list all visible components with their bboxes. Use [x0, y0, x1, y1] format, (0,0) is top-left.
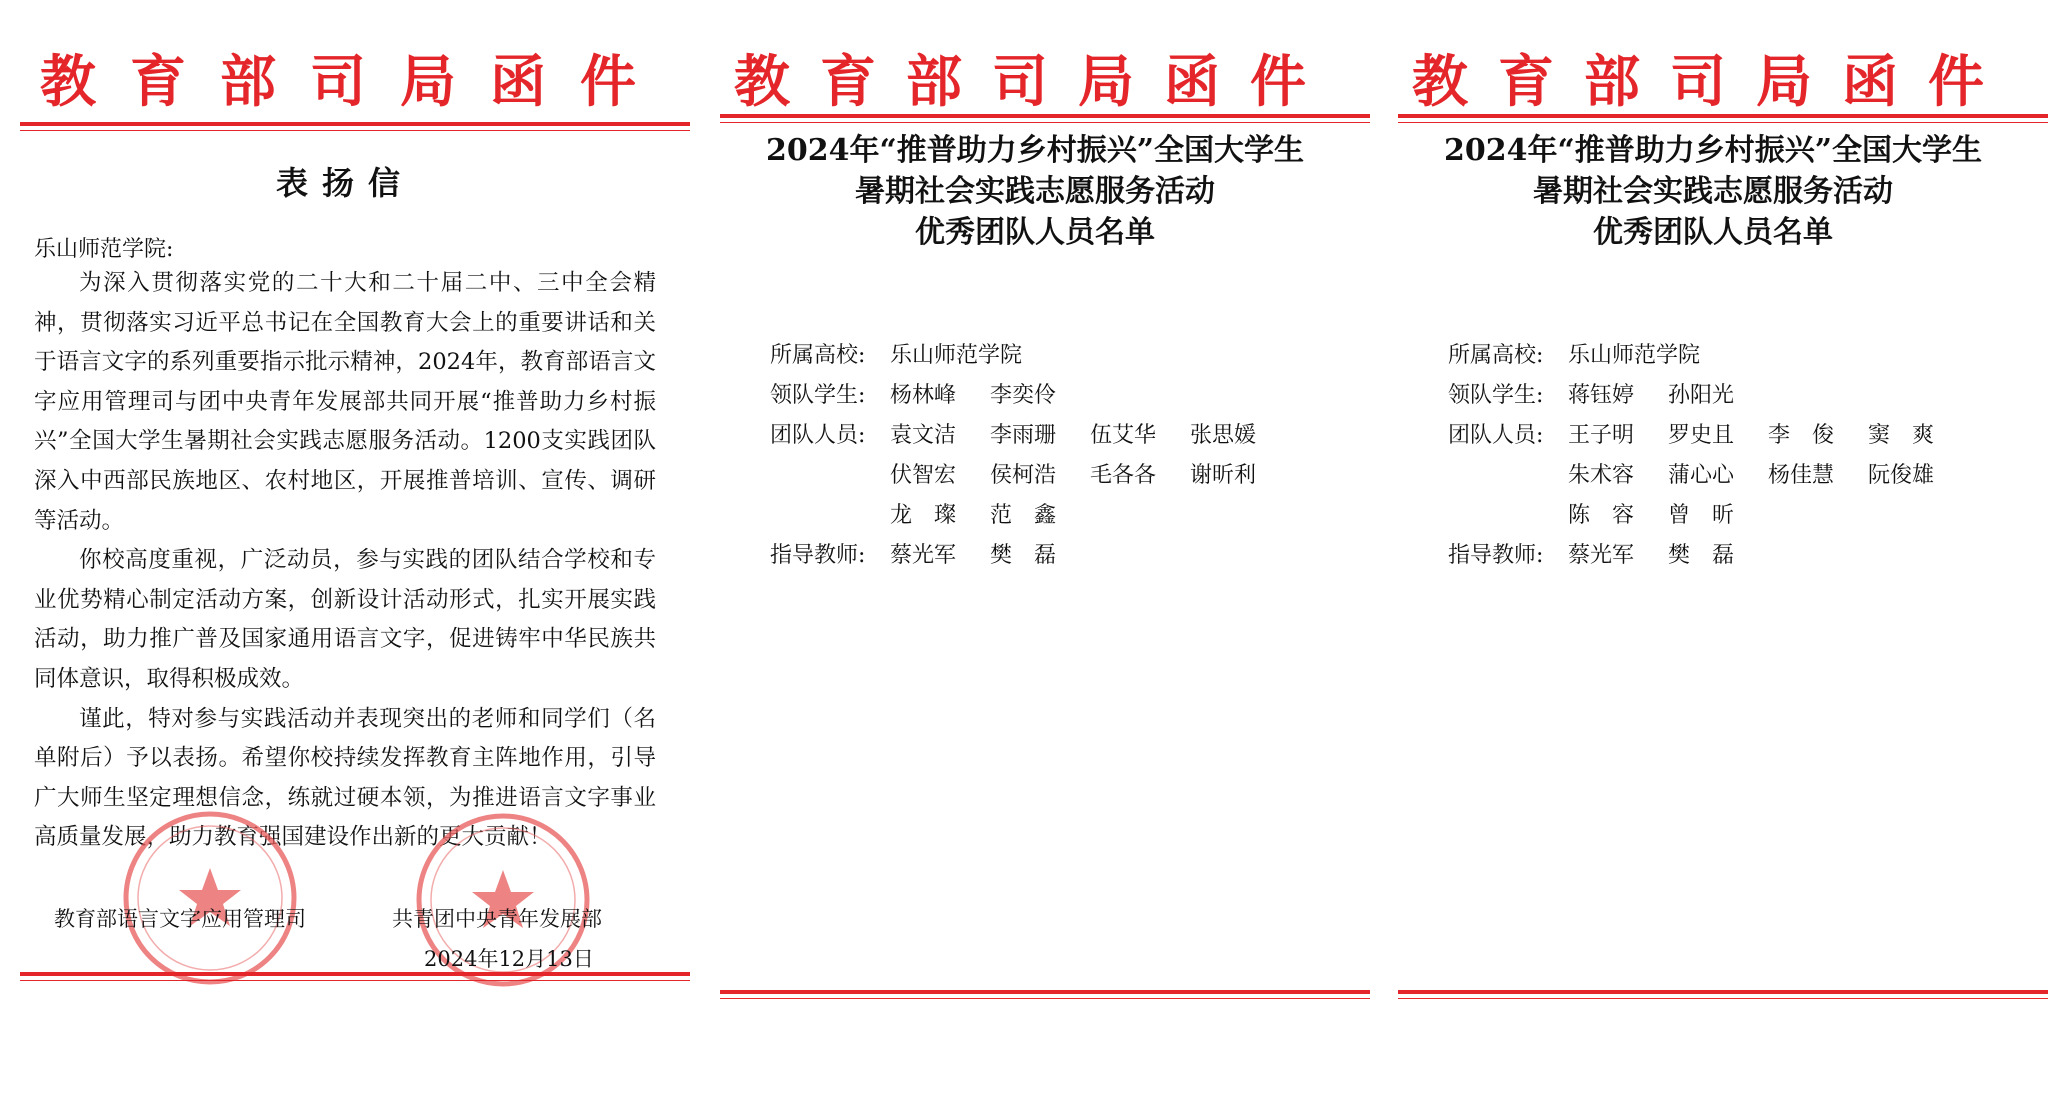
letter-date: 2024年12月13日 — [424, 947, 594, 971]
team-info — [770, 336, 1310, 576]
school-value: 乐山师范学院 — [1568, 343, 1701, 368]
teachers-row — [770, 536, 1310, 576]
members-label: 团队人员: — [1448, 423, 1544, 448]
leaders-row — [1448, 376, 1988, 416]
footer-rule-thin — [1398, 998, 2048, 999]
signer-1: 教育部语言文字应用管理司 — [54, 907, 306, 931]
letter-paragraph-1: 为深入贯彻落实党的二十大和二十届二中、三中全会精神，贯彻落实习近平总书记在全国教育大会上的重要讲话和关于语言文字的系列重要指示批示精神，2024年，教育部语言文字应用管理司与团中央青年发展部共同开展“推普助力乡村振兴”全国大学生暑期社会实践志愿服务活动。1200支实践团队深入中西部民族地区、农村地区，开展推普培训、宣传、调研等活动。 — [34, 270, 656, 534]
footer-rule-thin — [720, 998, 1370, 999]
letterhead-title: 教育部司局函件 — [1412, 50, 2014, 115]
member-name: 王子明 — [1568, 423, 1635, 448]
teacher-name: 樊 磊 — [1668, 543, 1735, 568]
team-list-page-1 — [700, 0, 1370, 1098]
member-name: 李 俊 — [1768, 423, 1835, 448]
letterhead-rule — [20, 122, 690, 126]
member-name: 龙 璨 — [890, 503, 957, 528]
list-title — [1378, 130, 2048, 253]
teachers-row — [1448, 536, 1988, 576]
member-name: 杨佳慧 — [1768, 463, 1835, 488]
teacher-name: 蔡光军 — [1568, 543, 1635, 568]
school-row — [1448, 336, 1988, 376]
school-value: 乐山师范学院 — [890, 343, 1023, 368]
members-row — [770, 416, 1310, 536]
leader-name: 孙阳光 — [1668, 383, 1735, 408]
teachers-label: 指导教师: — [1448, 543, 1544, 568]
letter-title: 表扬信 — [275, 164, 414, 202]
letterhead-rule-thin — [20, 130, 690, 131]
member-name: 谢昕利 — [1190, 463, 1257, 488]
list-title-line-3: 优秀团队人员名单 — [915, 215, 1155, 250]
member-name: 蒲心心 — [1668, 463, 1735, 488]
letterhead-rule-thin — [1398, 122, 2048, 123]
letter-body — [34, 264, 656, 858]
member-name: 伍艾华 — [1090, 423, 1157, 448]
letter-paragraph-2: 你校高度重视，广泛动员，参与实践的团队结合学校和专业优势精心制定活动方案，创新设计活动形式，扎实开展实践活动，助力推广普及国家通用语言文字，促进铸牢中华民族共同体意识，取得积极成效。 — [34, 547, 656, 692]
member-name: 范 鑫 — [990, 503, 1057, 528]
list-title — [700, 130, 1370, 253]
list-title-line-1: 2024年“推普助力乡村振兴”全国大学生 — [765, 133, 1304, 168]
members-label: 团队人员: — [770, 423, 866, 448]
member-name: 窦 爽 — [1868, 423, 1935, 448]
letterhead-title: 教育部司局函件 — [40, 50, 670, 115]
member-name: 罗史且 — [1668, 423, 1735, 448]
teacher-name: 蔡光军 — [890, 543, 957, 568]
letterhead-rule — [720, 114, 1370, 118]
member-name: 阮俊雄 — [1868, 463, 1935, 488]
teacher-name: 樊 磊 — [990, 543, 1057, 568]
member-name: 曾 昕 — [1668, 503, 1735, 528]
member-name: 伏智宏 — [890, 463, 957, 488]
letterhead-rule-thin — [720, 122, 1370, 123]
member-name: 朱术容 — [1568, 463, 1635, 488]
members-row — [1448, 416, 1988, 536]
letterhead-title: 教育部司局函件 — [734, 50, 1336, 115]
teachers-label: 指导教师: — [770, 543, 866, 568]
letter-salutation: 乐山师范学院: — [34, 237, 174, 262]
leaders-label: 领队学生: — [770, 383, 866, 408]
leaders-label: 领队学生: — [1448, 383, 1544, 408]
leader-name: 蒋钰婷 — [1568, 383, 1635, 408]
footer-rule — [720, 990, 1370, 994]
school-row — [770, 336, 1310, 376]
commendation-letter-page — [0, 0, 690, 1098]
member-name: 毛各各 — [1090, 463, 1157, 488]
letterhead-rule — [1398, 114, 2048, 118]
team-info — [1448, 336, 1988, 576]
signer-2: 共青团中央青年发展部 — [392, 907, 602, 931]
member-name: 李雨珊 — [990, 423, 1057, 448]
list-title-line-2: 暑期社会实践志愿服务活动 — [1533, 174, 1893, 209]
seal-icon — [122, 810, 298, 986]
school-label: 所属高校: — [770, 343, 866, 368]
footer-rule-thin — [20, 980, 690, 981]
letter-paragraph-3: 谨此，特对参与实践活动并表现突出的老师和同学们（名单附后）予以表扬。希望你校持续发挥教育主阵地作用，引导广大师生坚定理想信念，练就过硬本领，为推进语言文字事业高质量发展，助力教育强国建设作出新的更大贡献！ — [34, 705, 656, 851]
footer-rule — [1398, 990, 2048, 994]
member-name: 陈 容 — [1568, 503, 1635, 528]
school-label: 所属高校: — [1448, 343, 1544, 368]
leader-name: 李奕伶 — [990, 383, 1057, 408]
member-name: 侯柯浩 — [990, 463, 1057, 488]
leader-name: 杨林峰 — [890, 383, 957, 408]
leaders-row — [770, 376, 1310, 416]
list-title-line-3: 优秀团队人员名单 — [1593, 215, 1833, 250]
list-title-line-1: 2024年“推普助力乡村振兴”全国大学生 — [1443, 133, 1982, 168]
footer-rule — [20, 972, 690, 976]
list-title-line-2: 暑期社会实践志愿服务活动 — [855, 174, 1215, 209]
team-list-page-2 — [1378, 0, 2048, 1098]
member-name: 张思媛 — [1190, 423, 1257, 448]
member-name: 袁文洁 — [890, 423, 957, 448]
